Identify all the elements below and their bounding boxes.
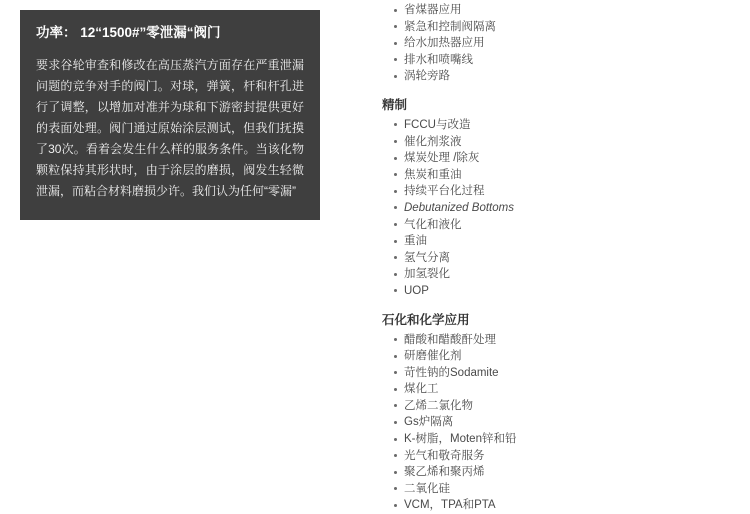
section-petrochemical: [352, 310, 750, 514]
refining-bullet-list: [352, 117, 750, 300]
section-heading-petrochemical: 石化和化学应用: [352, 310, 750, 328]
list-item: 重油: [352, 233, 750, 250]
list-item: FCCU与改造: [352, 117, 750, 134]
list-item: Debutanized Bottoms: [352, 200, 750, 217]
list-item: 持续平台化过程: [352, 183, 750, 200]
list-item: 催化剂浆液: [352, 134, 750, 151]
list-item: 省煤器应用: [352, 2, 750, 19]
list-item: 乙烯二氯化物: [352, 398, 750, 415]
list-item: 排水和喷嘴线: [352, 52, 750, 69]
list-item: 加氢裂化: [352, 266, 750, 283]
list-item: 研磨催化剂: [352, 348, 750, 365]
left-column: [0, 0, 352, 413]
list-item: 涡轮旁路: [352, 68, 750, 85]
list-item: 紧急和控制阀隔离: [352, 19, 750, 36]
callout-title: 功率： 12“1500#”零泄漏“阀门: [36, 24, 304, 43]
callout-body-text: 要求谷轮审查和修改在高压蒸汽方面存在严重泄漏问题的竞争对手的阀门。对球，弹簧，杆和杆孔进行了调整，以增加对准并为球和下游密封提供更好的表面处理。阀门通过原始涂层测试，但我们抚摸了30次。看着会发生什么样的服务条件。当该化物颗粒保持其形状时，由于涂层的磨损，阀发生轻微泄漏，而粘合材料磨损少许。我们认为任何“零漏”: [36, 55, 304, 202]
list-item: 苛性钠的Sodamite: [352, 365, 750, 382]
list-item: 气化和液化: [352, 217, 750, 234]
list-item: 煤化工: [352, 381, 750, 398]
right-column: [352, 0, 750, 413]
list-item: 煤炭处理 /除灰: [352, 150, 750, 167]
list-item: 焦炭和重油: [352, 167, 750, 184]
list-item: 光气和敬奇服务: [352, 448, 750, 465]
list-item: 二氧化硅: [352, 481, 750, 498]
list-item: 给水加热器应用: [352, 35, 750, 52]
list-item: 聚乙烯和聚丙烯: [352, 464, 750, 481]
list-item: UOP: [352, 283, 750, 300]
list-item: 醋酸和醋酸酐处理: [352, 332, 750, 349]
list-item: Gs炉隔离: [352, 414, 750, 431]
list-item: 氢气分离: [352, 250, 750, 267]
list-item: VCM，TPA和PTA: [352, 497, 750, 514]
section-refining: [352, 95, 750, 300]
dark-callout-box: [20, 10, 320, 220]
section-heading-refining: 精制: [352, 95, 750, 113]
list-item: K-树脂，Moten锌和铅: [352, 431, 750, 448]
top-bullet-list: [352, 2, 750, 85]
petrochemical-bullet-list: [352, 332, 750, 514]
